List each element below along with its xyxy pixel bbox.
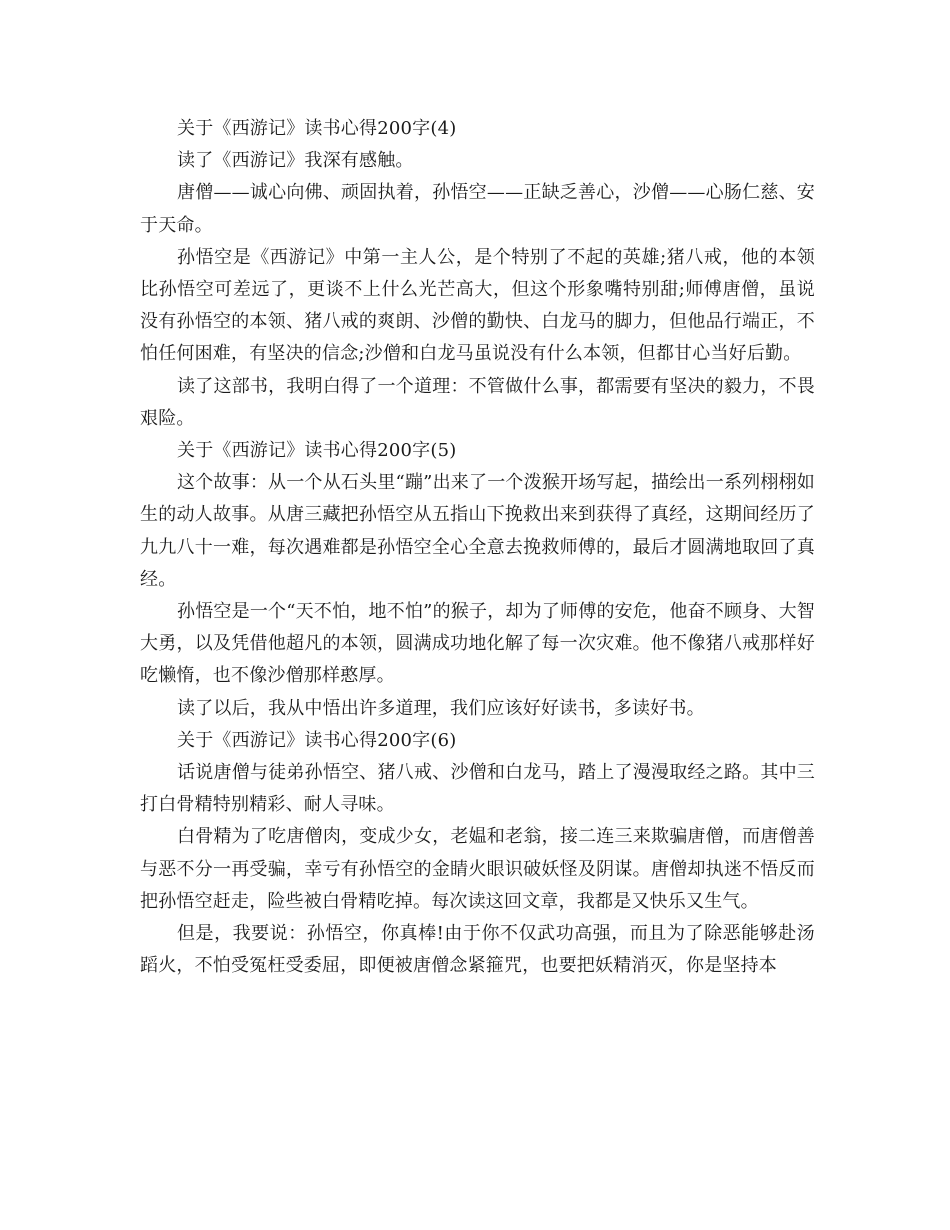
paragraph: 这个故事：从一个从石头里“蹦”出来了一个泼猴开场写起，描绘出一系列栩栩如生的动人故事。从唐三藏把孙悟空从五指山下挽救出来到获得了真经，这期间经历了九九八十一难，每次遇难都是孙悟空全心全意去挽救师傅的，最后才圆满地取回了真经。 (140, 472, 815, 590)
paragraph: 但是，我要说：孙悟空，你真棒!由于你不仅武功高强，而且为了除恶能够赴汤蹈火，不怕受冤枉受委屈，即便被唐僧念紧箍咒，也要把妖精消灭，你是坚持本 (140, 923, 815, 977)
paragraph: 读了《西游记》我深有感触。 (177, 150, 414, 172)
document-body (140, 113, 815, 982)
paragraph: 白骨精为了吃唐僧肉，变成少女，老媪和老翁，接二连三来欺骗唐僧，而唐僧善与恶不分一再受骗，幸亏有孙悟空的金睛火眼识破妖怪及阴谋。唐僧却执迷不悟反而把孙悟空赶走，险些被白骨精吃掉。每次读这回文章，我都是又快乐又生气。 (140, 826, 815, 912)
section-heading-4: 关于《西游记》读书心得200字(4) (177, 118, 457, 139)
paragraph: 话说唐僧与徒弟孙悟空、猪八戒、沙僧和白龙马，踏上了漫漫取经之路。其中三打白骨精特别精彩、耐人寻味。 (140, 762, 815, 816)
paragraph: 读了这部书，我明白得了一个道理：不管做什么事，都需要有坚决的毅力，不畏艰险。 (140, 375, 815, 429)
section-heading-5: 关于《西游记》读书心得200字(5) (177, 440, 457, 462)
paragraph: 孙悟空是《西游记》中第一主人公，是个特别了不起的英雄;猪八戒，他的本领比孙悟空可差远了，更谈不上什么光芒高大，但这个形象嘴特别甜;师傅唐僧，虽说没有孙悟空的本领、猪八戒的爽朗、沙僧的勤快、白龙马的脚力，但他品行端正，不怕任何困难，有坚决的信念;沙僧和白龙马虽说没有什么本领，但都甘心当好后勤。 (140, 246, 815, 365)
section-heading-6: 关于《西游记》读书心得200字(6) (177, 729, 457, 751)
paragraph: 读了以后，我从中悟出许多道理，我们应该好好读书，多读好书。 (177, 697, 705, 719)
paragraph: 孙悟空是一个“天不怕，地不怕”的猴子，却为了师傅的安危，他奋不顾身、大智大勇，以及凭借他超凡的本领，圆满成功地化解了每一次灾难。他不像猪八戒那样好吃懒惰，也不像沙僧那样憨厚。 (140, 601, 815, 687)
paragraph: 唐僧——诚心向佛、顽固执着，孙悟空——正缺乏善心，沙僧——心肠仁慈、安于天命。 (140, 182, 815, 236)
